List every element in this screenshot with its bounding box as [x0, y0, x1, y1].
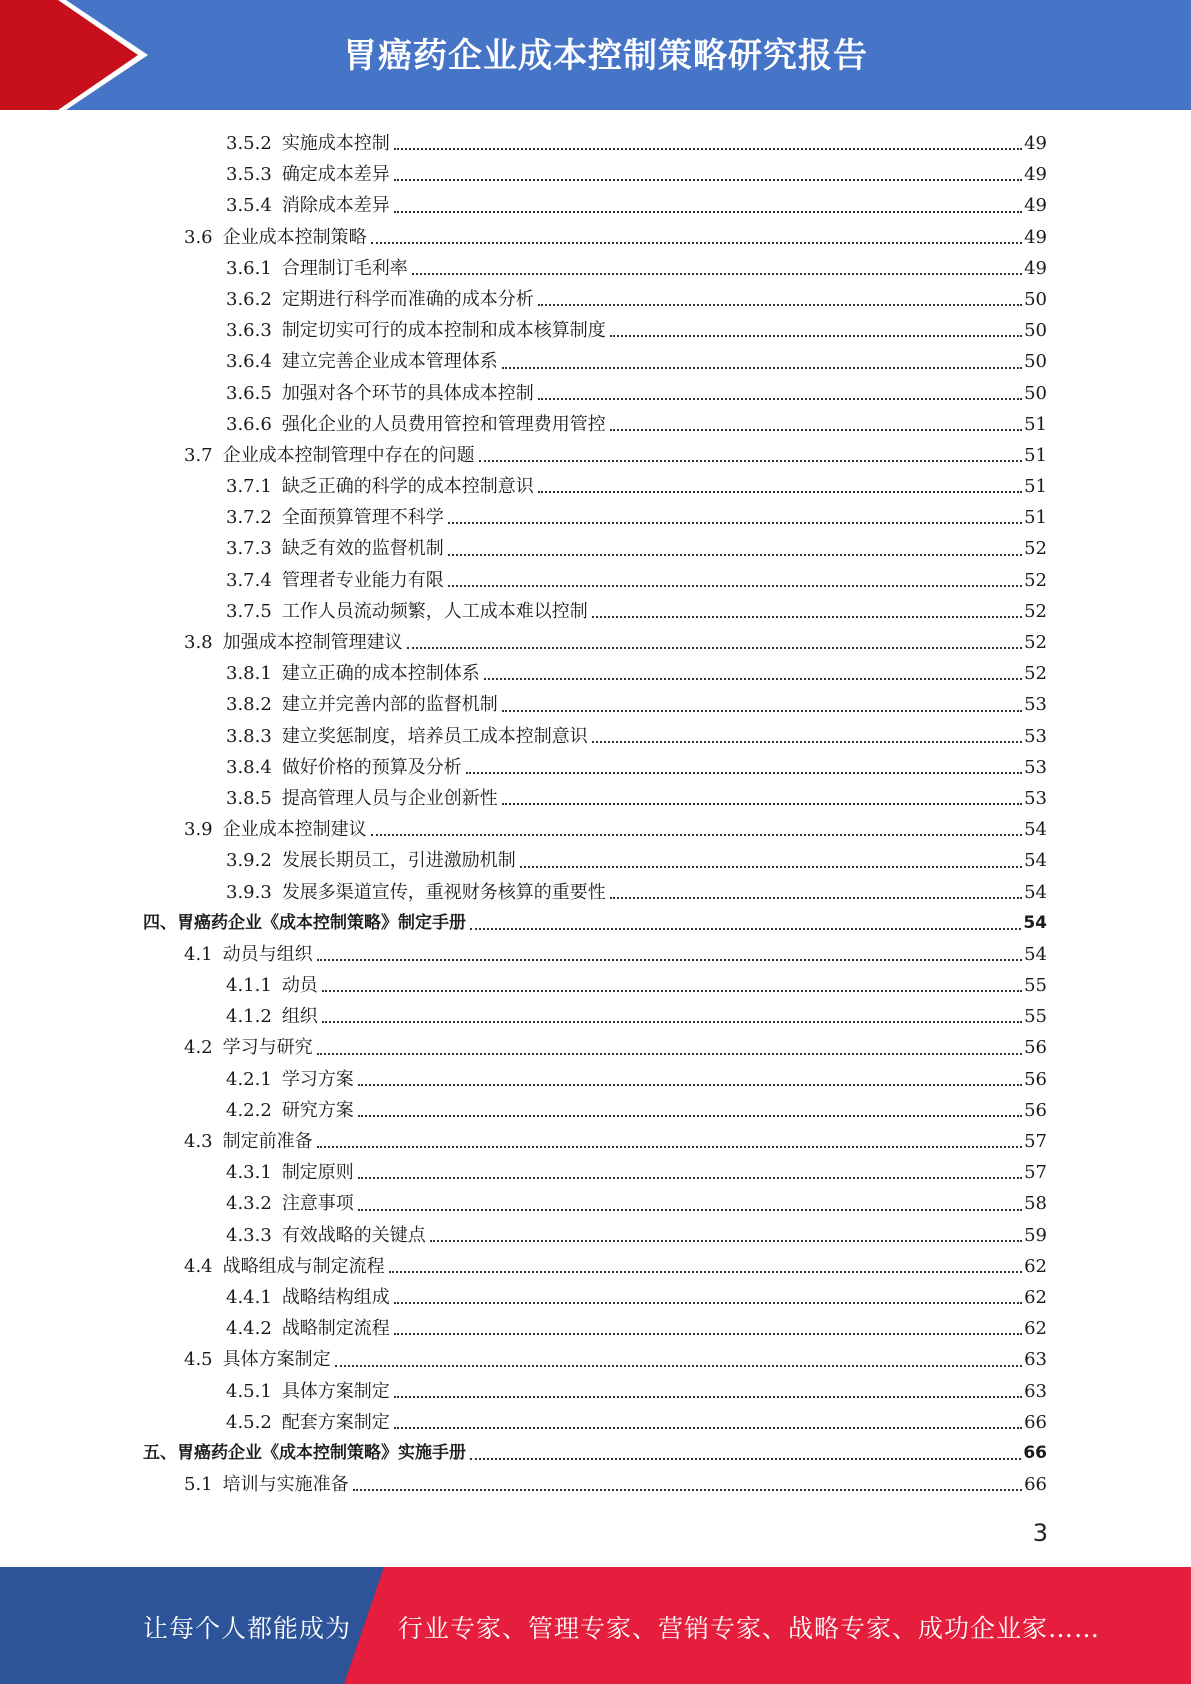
toc-entry-title: 发展多渠道宣传，重视财务核算的重要性: [281, 881, 606, 903]
toc-entry-number: 3.7: [184, 444, 213, 466]
toc-entry-page: 56: [1024, 1037, 1047, 1059]
toc-entry[interactable]: [0, 159, 1191, 190]
toc-entry-number: 4.5.2: [226, 1411, 272, 1433]
toc-entry-page: 50: [1024, 320, 1047, 342]
toc-entry-page: 54: [1024, 850, 1047, 872]
toc-entry[interactable]: [0, 627, 1191, 658]
toc-entry-page: 49: [1024, 226, 1047, 248]
dot-leader: [389, 1269, 1022, 1273]
toc-entry-page: 53: [1024, 725, 1047, 747]
toc-entry-number: 4.4.2: [226, 1318, 272, 1340]
toc-entry-title: 全面预算管理不科学: [281, 507, 444, 529]
toc-entry[interactable]: [0, 1251, 1191, 1282]
toc-entry-page: 49: [1024, 257, 1047, 279]
toc-entry[interactable]: [0, 1064, 1191, 1095]
toc-entry-number: 3.5.2: [226, 133, 272, 154]
toc-entry-number: 3.8: [184, 632, 213, 653]
toc-entry[interactable]: [0, 1407, 1191, 1438]
toc-entry-title: 配套方案制定: [281, 1411, 390, 1433]
toc-entry-title: 实施成本控制: [281, 133, 390, 154]
toc-entry-number: 3.6.2: [226, 288, 272, 310]
toc-entry[interactable]: [0, 128, 1191, 159]
toc-entry-page: 57: [1024, 1162, 1047, 1184]
toc-entry[interactable]: [0, 783, 1191, 814]
toc-entry-number: 3.7.5: [226, 600, 272, 622]
toc-entry-page: 55: [1024, 975, 1047, 997]
dot-leader: [317, 1051, 1022, 1055]
dot-leader: [394, 1394, 1022, 1398]
dot-leader: [484, 676, 1022, 680]
dot-leader: [610, 427, 1022, 431]
toc-entry-title: 注意事项: [281, 1193, 354, 1215]
toc-entry[interactable]: [0, 970, 1191, 1001]
toc-entry-number: 4.3.2: [226, 1193, 272, 1215]
toc-entry-page: 50: [1024, 288, 1047, 310]
toc-entry-page: 54: [1024, 881, 1047, 903]
toc-entry[interactable]: [0, 814, 1191, 845]
dot-leader: [538, 302, 1022, 306]
toc-entry-number: 4.2: [184, 1037, 213, 1059]
toc-entry[interactable]: [0, 1001, 1191, 1032]
toc-entry-page: 53: [1024, 756, 1047, 778]
dot-leader: [358, 1175, 1022, 1179]
toc-entry[interactable]: [0, 1313, 1191, 1344]
toc-entry-title: 建立正确的成本控制体系: [281, 663, 480, 685]
toc-entry-page: 62: [1024, 1286, 1047, 1308]
toc-entry-number: 3.8.5: [226, 787, 272, 809]
dot-leader: [358, 1113, 1022, 1117]
toc-entry-title: 缺乏正确的科学的成本控制意识: [281, 476, 534, 498]
dot-leader: [520, 864, 1022, 868]
document-title: 胃癌药企业成本控制策略研究报告: [343, 36, 868, 76]
toc-entry[interactable]: [0, 721, 1191, 752]
toc-entry-title: 动员: [281, 975, 318, 997]
toc-entry-page: 50: [1024, 382, 1047, 404]
toc-entry[interactable]: [0, 1438, 1191, 1469]
dot-leader: [394, 1425, 1022, 1429]
toc-entry-title: 发展长期员工，引进激励机制: [281, 850, 516, 872]
toc-entry-page: 51: [1024, 413, 1047, 435]
toc-entry-page: 49: [1024, 133, 1047, 154]
toc-entry[interactable]: [0, 346, 1191, 377]
toc-entry-title: 具体方案制定: [281, 1380, 390, 1402]
toc-entry[interactable]: [0, 1188, 1191, 1219]
toc-entry-number: 3.7.1: [226, 476, 272, 498]
toc-entry-number: 3.8.1: [226, 663, 272, 685]
toc-entry-number: 4.4.1: [226, 1286, 272, 1308]
toc-entry-title: 组织: [281, 1006, 318, 1028]
toc-entry[interactable]: [0, 1469, 1191, 1500]
toc-entry-title: 提高管理人员与企业创新性: [281, 787, 498, 809]
toc-entry-title: 缺乏有效的监督机制: [281, 538, 444, 560]
dot-leader: [502, 365, 1022, 369]
toc-entry-number: 3.5.3: [226, 164, 272, 186]
toc-entry-title: 制定原则: [281, 1162, 354, 1184]
dot-leader: [335, 1363, 1022, 1367]
dot-leader: [448, 583, 1022, 587]
dot-leader: [322, 1019, 1022, 1023]
toc-entry-title: 培训与实施准备: [222, 1474, 349, 1496]
dot-leader: [358, 1082, 1022, 1086]
toc-entry[interactable]: [0, 440, 1191, 471]
toc-entry[interactable]: [0, 908, 1191, 939]
toc-entry-number: 4.5.1: [226, 1380, 272, 1402]
toc-entry-number: 3.6: [184, 226, 213, 248]
toc-entry[interactable]: [0, 1032, 1191, 1063]
toc-entry[interactable]: [0, 471, 1191, 502]
toc-entry[interactable]: [0, 1095, 1191, 1126]
table-of-contents: [0, 128, 1191, 1500]
toc-entry-title: 消除成本差异: [281, 195, 390, 217]
dot-leader: [394, 1300, 1022, 1304]
dot-leader: [358, 1207, 1022, 1211]
toc-entry-page: 63: [1024, 1380, 1047, 1402]
toc-entry-page: 66: [1024, 1474, 1047, 1496]
dot-leader: [371, 832, 1022, 836]
toc-entry[interactable]: [0, 378, 1191, 409]
toc-entry-page: 54: [1024, 943, 1047, 965]
dot-leader: [610, 333, 1022, 337]
toc-entry-number: 4.3: [184, 1131, 213, 1152]
toc-entry-number: 3.8.4: [226, 756, 272, 778]
toc-entry[interactable]: [0, 1376, 1191, 1407]
toc-entry[interactable]: [0, 752, 1191, 783]
dot-leader: [317, 957, 1022, 961]
toc-entry-page: 63: [1024, 1349, 1047, 1371]
toc-entry[interactable]: [0, 1220, 1191, 1251]
toc-entry-title: 制定切实可行的成本控制和成本核算制度: [281, 320, 606, 342]
toc-entry-number: 4.1.1: [226, 975, 272, 997]
toc-entry-title: 加强成本控制管理建议: [222, 632, 403, 653]
toc-entry-page: 52: [1024, 600, 1047, 622]
toc-entry-title: 建立完善企业成本管理体系: [281, 351, 498, 373]
toc-entry-title: 学习与研究: [222, 1037, 313, 1059]
toc-entry-title: 建立并完善内部的监督机制: [281, 694, 498, 716]
toc-entry-page: 53: [1024, 694, 1047, 716]
toc-entry[interactable]: [0, 845, 1191, 876]
dot-leader: [317, 1144, 1022, 1148]
toc-entry-number: 3.8.2: [226, 694, 272, 716]
dot-leader: [502, 708, 1022, 712]
toc-entry-page: 50: [1024, 351, 1047, 373]
toc-entry-number: 4.1.2: [226, 1006, 272, 1028]
toc-entry-title: 建立奖惩制度，培养员工成本控制意识: [281, 725, 588, 747]
dot-leader: [592, 739, 1022, 743]
toc-entry-number: 4.1: [184, 943, 213, 965]
toc-entry-number: 3.6.3: [226, 320, 272, 342]
toc-entry-page: 52: [1024, 632, 1047, 653]
toc-entry-title: 企业成本控制建议: [222, 819, 367, 841]
toc-entry-number: 4.2.2: [226, 1099, 272, 1121]
toc-entry-title: 加强对各个环节的具体成本控制: [281, 382, 534, 404]
toc-entry-page: 54: [1024, 819, 1047, 841]
toc-entry-page: 56: [1024, 1099, 1047, 1121]
dot-leader: [322, 988, 1022, 992]
toc-entry-number: 3.6.1: [226, 257, 272, 279]
toc-entry-number: 五、: [143, 1442, 177, 1463]
toc-entry-page: 57: [1024, 1131, 1047, 1152]
toc-entry-number: 3.9.3: [226, 881, 272, 903]
toc-entry[interactable]: [0, 315, 1191, 346]
dot-leader: [538, 489, 1022, 493]
dot-leader: [394, 209, 1022, 213]
toc-entry-title: 强化企业的人员费用管控和管理费用管控: [281, 413, 606, 435]
dot-leader: [466, 770, 1022, 774]
toc-entry-title: 具体方案制定: [222, 1349, 331, 1371]
toc-entry-number: 3.9: [184, 819, 213, 841]
toc-entry-number: 3.6.4: [226, 351, 272, 373]
toc-entry[interactable]: [0, 409, 1191, 440]
toc-entry-number: 4.2.1: [226, 1068, 272, 1090]
toc-entry[interactable]: [0, 533, 1191, 564]
toc-entry-title: 确定成本差异: [281, 164, 390, 186]
dot-leader: [394, 1331, 1022, 1335]
toc-entry-title: 战略制定流程: [281, 1318, 390, 1340]
toc-entry-title: 有效战略的关键点: [281, 1224, 426, 1246]
toc-entry[interactable]: [0, 1344, 1191, 1375]
dot-leader: [371, 240, 1022, 244]
toc-entry-number: 3.8.3: [226, 725, 272, 747]
toc-entry-title: 战略组成与制定流程: [222, 1255, 385, 1277]
toc-entry[interactable]: [0, 1282, 1191, 1313]
toc-entry-number: 3.5.4: [226, 195, 272, 217]
toc-entry[interactable]: [0, 190, 1191, 221]
dot-leader: [353, 1487, 1022, 1491]
dot-leader: [538, 396, 1022, 400]
toc-entry[interactable]: [0, 502, 1191, 533]
toc-entry[interactable]: [0, 284, 1191, 315]
dot-leader: [394, 177, 1022, 181]
dot-leader: [479, 458, 1022, 462]
toc-entry-title: 研究方案: [281, 1099, 354, 1121]
toc-entry-page: 51: [1024, 476, 1047, 498]
toc-entry[interactable]: [0, 877, 1191, 908]
dot-leader: [430, 1238, 1022, 1242]
toc-entry-title: 工作人员流动频繁，人工成本难以控制: [281, 600, 588, 622]
toc-entry-title: 学习方案: [281, 1068, 354, 1090]
dot-leader: [448, 520, 1022, 524]
toc-entry-page: 55: [1024, 1006, 1047, 1028]
toc-entry[interactable]: [0, 596, 1191, 627]
toc-entry-page: 66: [1023, 1442, 1047, 1463]
dot-leader: [470, 1456, 1021, 1460]
toc-entry-title: 定期进行科学而准确的成本分析: [281, 288, 534, 310]
toc-entry-page: 51: [1024, 507, 1047, 529]
toc-entry-page: 66: [1024, 1411, 1047, 1433]
toc-entry-title: 做好价格的预算及分析: [281, 756, 462, 778]
dot-leader: [610, 895, 1022, 899]
footer-slogan-left: 让每个人都能成为: [143, 1614, 352, 1643]
toc-entry-number: 3.6.5: [226, 382, 272, 404]
toc-entry-number: 4.5: [184, 1349, 213, 1371]
toc-entry-page: 54: [1023, 912, 1047, 933]
toc-entry-number: 3.7.4: [226, 569, 272, 591]
dot-leader: [502, 801, 1022, 805]
header-banner: [0, 0, 1191, 110]
toc-entry-title: 胃癌药企业《成本控制策略》实施手册: [177, 1442, 466, 1463]
toc-entry-page: 52: [1024, 538, 1047, 560]
toc-entry[interactable]: [0, 939, 1191, 970]
toc-entry-title: 企业成本控制管理中存在的问题: [222, 444, 475, 466]
toc-entry-title: 战略结构组成: [281, 1286, 390, 1308]
toc-entry-page: 52: [1024, 663, 1047, 685]
toc-entry-page: 62: [1024, 1255, 1047, 1277]
toc-entry-page: 53: [1024, 787, 1047, 809]
toc-entry-title: 合理制订毛利率: [281, 257, 408, 279]
toc-entry[interactable]: [0, 1126, 1191, 1157]
toc-entry-page: 62: [1024, 1318, 1047, 1340]
dot-leader: [592, 614, 1022, 618]
toc-entry[interactable]: [0, 1157, 1191, 1188]
toc-entry-number: 3.6.6: [226, 413, 272, 435]
dot-leader: [407, 645, 1022, 649]
toc-entry-title: 企业成本控制策略: [222, 226, 367, 248]
toc-entry-title: 胃癌药企业《成本控制策略》制定手册: [177, 912, 466, 933]
toc-entry-page: 49: [1024, 164, 1047, 186]
toc-entry[interactable]: [0, 222, 1191, 253]
toc-entry-number: 四、: [143, 912, 177, 933]
toc-entry-number: 3.7.2: [226, 507, 272, 529]
toc-entry-number: 4.3.3: [226, 1224, 272, 1246]
dot-leader: [470, 926, 1021, 930]
footer-banner: [0, 1567, 1191, 1684]
dot-leader: [394, 146, 1022, 150]
toc-entry-title: 制定前准备: [222, 1131, 313, 1152]
toc-entry-page: 59: [1024, 1224, 1047, 1246]
dot-leader: [412, 271, 1022, 275]
toc-entry[interactable]: [0, 565, 1191, 596]
toc-entry-number: 4.4: [184, 1255, 213, 1277]
toc-entry-page: 51: [1024, 444, 1047, 466]
toc-entry-page: 52: [1024, 569, 1047, 591]
toc-entry-title: 动员与组织: [222, 943, 313, 965]
page-number: 3: [1032, 1519, 1048, 1547]
toc-entry-page: 58: [1024, 1193, 1047, 1215]
footer-slogan-right: 行业专家、管理专家、营销专家、战略专家、成功企业家……: [398, 1614, 1101, 1643]
toc-entry-title: 管理者专业能力有限: [281, 569, 444, 591]
dot-leader: [448, 552, 1022, 556]
toc-entry-number: 5.1: [184, 1474, 213, 1496]
toc-entry[interactable]: [0, 689, 1191, 720]
toc-entry-number: 4.3.1: [226, 1162, 272, 1184]
toc-entry-page: 56: [1024, 1068, 1047, 1090]
toc-entry-page: 49: [1024, 195, 1047, 217]
toc-entry-number: 3.9.2: [226, 850, 272, 872]
toc-entry[interactable]: [0, 253, 1191, 284]
toc-entry[interactable]: [0, 658, 1191, 689]
toc-entry-number: 3.7.3: [226, 538, 272, 560]
